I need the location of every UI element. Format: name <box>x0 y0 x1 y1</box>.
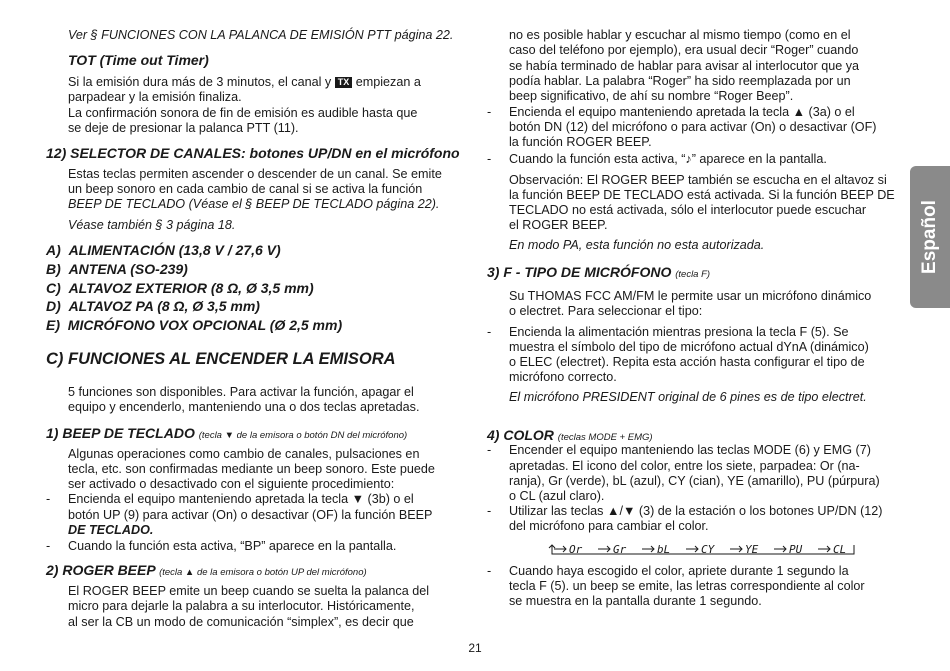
text-line: DE TECLADO. <box>68 523 154 537</box>
text-line: BEEP DE TECLADO (Véase el § BEEP DE TECLADO página 22). <box>68 197 440 211</box>
text-line: caso del teléfono por ejemplo), era usual decir “Roger” cuando <box>509 43 859 57</box>
beep-note: (tecla ▼ de la emisora o botón DN del micrófono) <box>198 430 408 441</box>
text-line: Encender el equipo manteniendo las teclas MODE (6) y EMG (7) <box>509 443 871 457</box>
sequence-arrow-icon <box>642 546 654 552</box>
sequence-arrow-icon <box>818 546 830 552</box>
beep-heading: 1) BEEP DE TECLADO (tecla ▼ de la emisora o botón DN del micrófono) <box>46 425 408 441</box>
text-line: del micrófono para cambiar el color. <box>509 519 709 533</box>
sequence-arrow-icon <box>774 546 786 552</box>
text-line: Encienda el equipo manteniendo apretada la tecla ▼ (3b) o el <box>68 492 414 506</box>
text-line: apretadas. El icono del color, entre los siete, parpadea: Or (na- <box>509 459 860 473</box>
language-tab-label: Español <box>919 200 940 274</box>
bullet-dash: - <box>487 504 492 518</box>
text-line: Si la emisión dura más de 3 minutos, el canal y TX empiezan a <box>68 75 421 89</box>
color-note: (teclas MODE + EMG) <box>557 432 653 443</box>
text-line: no es posible hablar y escuchar al mismo tiempo (como en el <box>509 28 851 42</box>
mic-type-heading: 3) F - TIPO DE MICRÓFONO (tecla F) <box>487 264 711 280</box>
text-line: o ELEC (electret). Repita esta acción hasta configurar el tipo de <box>509 355 865 369</box>
text-line: un beep sonoro en cada cambio de canal si se activa la función <box>68 182 423 196</box>
list-item: B) ANTENA (SO-239) <box>46 261 188 277</box>
bullet-dash: - <box>487 325 492 339</box>
text-line: Cuando haya escogido el color, apriete durante 1 segundo la <box>509 564 849 578</box>
sequence-arrow-icon <box>598 546 610 552</box>
sequence-arrow-icon <box>730 546 742 552</box>
sequence-color-label: PU <box>789 543 803 556</box>
text-line: parpadear y la emisión finaliza. <box>68 90 242 104</box>
sequence-color-label: CL <box>833 543 847 556</box>
text-line: la función ROGER BEEP. <box>509 135 652 149</box>
sequence-color-label: CY <box>701 543 715 556</box>
section-c-heading: C) FUNCIONES AL ENCENDER LA EMISORA <box>46 350 396 368</box>
text-line: o electret. Para seleccionar el tipo: <box>509 304 703 318</box>
text-line: Encienda el equipo manteniendo apretada la tecla ▲ (3a) o el <box>509 105 855 119</box>
text-line: La confirmación sonora de fin de emisión es audible hasta que <box>68 106 418 120</box>
text-line: se había terminado de hablar para avisar al interlocutor que ya <box>509 59 860 73</box>
bullet-dash: - <box>46 539 51 553</box>
text-line: Cuando la función esta activa, “♪” aparece en la pantalla. <box>509 152 827 166</box>
text-line: tecla F (5). un beep se emite, las letras correspondiente al color <box>509 579 865 593</box>
mic-type-note: (tecla F) <box>675 269 711 280</box>
text-line: beep significativo, de ahí su nombre “Roger Beep”. <box>509 89 794 103</box>
text-line: botón DN (12) del micrófono o para activar (On) o desactivar (OF) <box>509 120 877 134</box>
text-line: al ser la CB un modo de comunicación “simplex”, es decir que <box>68 615 414 629</box>
sequence-arrow-icon <box>686 546 698 552</box>
tx-badge: TX <box>335 77 353 88</box>
observation-line: el ROGER BEEP. <box>509 218 608 232</box>
text-line: El ROGER BEEP emite un beep cuando se suelta la palanca del <box>68 584 430 598</box>
text-line: podía hablar. La palabra “Roger” ha sido reemplazada por un <box>509 74 851 88</box>
text-line: Algunas operaciones como cambio de canales, pulsaciones en <box>68 447 420 461</box>
ref-line: Ver § FUNCIONES CON LA PALANCA DE EMISIÓN PTT página 22. <box>68 28 454 42</box>
sequence-color-label: bL <box>657 543 671 556</box>
text-line: botón UP (9) para activar (On) o desactivar (OF) la función BEEP <box>68 508 433 522</box>
text-line: se muestra en la pantalla durante 1 segundo. <box>509 594 762 608</box>
text-line: micrófono correcto. <box>509 370 617 384</box>
list-item: E) MICRÓFONO VOX OPCIONAL (Ø 2,5 mm) <box>46 317 343 333</box>
sequence-arrow-icon <box>554 546 566 552</box>
text-line: Véase también § 3 página 18. <box>68 218 236 232</box>
page-number: 21 <box>468 641 482 655</box>
bullet-dash: - <box>487 105 492 119</box>
section-12-heading: 12) SELECTOR DE CANALES: botones UP/DN en el micrófono <box>46 145 460 161</box>
text-line: micro para dejarle la palabra a su interlocutor. Históricamente, <box>68 599 415 613</box>
text-line: El micrófono PRESIDENT original de 6 pines es de tipo electret. <box>509 390 867 404</box>
text-line: se deje de presionar la palanca PTT (11). <box>68 121 299 135</box>
list-item: D) ALTAVOZ PA (8 Ω, Ø 3,5 mm) <box>46 298 260 314</box>
bullet-dash: - <box>46 492 51 506</box>
list-item: A) ALIMENTACIÓN (13,8 V / 27,6 V) <box>46 242 281 258</box>
text-line: equipo y encenderlo, manteniendo una o dos teclas apretadas. <box>68 400 420 414</box>
bullet-dash: - <box>487 152 492 166</box>
observation-line: TECLADO no está activada, sólo el interlocutor puede escuchar <box>509 203 867 217</box>
bullet-dash: - <box>487 564 492 578</box>
text-line: Utilizar las teclas ▲/▼ (3) de la estación o los botones UP/DN (12) <box>509 504 883 518</box>
text-line: muestra el símbolo del tipo de micrófono actual dYnA (dinámico) <box>509 340 869 354</box>
text-line: ranja), Gr (verde), bL (azul), CY (cian), YE (amarillo), PU (púrpura) <box>509 474 880 488</box>
sequence-color-label: YE <box>745 543 759 556</box>
language-tab <box>910 166 950 308</box>
text-line: ser activado o desactivado con el siguiente procedimiento: <box>68 477 395 491</box>
text-line: tecla, etc. son confirmadas mediante un beep sonoro. Este puede <box>68 462 435 476</box>
text-line: Su THOMAS FCC AM/FM le permite usar un micrófono dinámico <box>509 289 872 303</box>
list-item: C) ALTAVOZ EXTERIOR (8 Ω, Ø 3,5 mm) <box>46 280 314 296</box>
roger-heading: 2) ROGER BEEP (tecla ▲ de la emisora o botón UP del micrófono) <box>46 562 367 578</box>
sequence-color-label: Or <box>569 543 583 556</box>
color-sequence-diagram <box>548 541 860 557</box>
text-line: Encienda la alimentación mientras presiona la tecla F (5). Se <box>509 325 849 339</box>
roger-note: (tecla ▲ de la emisora o botón UP del micrófono) <box>159 567 367 578</box>
observation-line: Observación: El ROGER BEEP también se escucha en el altavoz si <box>509 173 887 187</box>
text-line: 5 funciones son disponibles. Para activar la función, apagar el <box>68 385 414 399</box>
observation-line: la función BEEP DE TECLADO está activada. Si la función BEEP DE <box>509 188 895 202</box>
sequence-color-label: Gr <box>613 543 627 556</box>
tot-heading: TOT (Time out Timer) <box>68 52 209 68</box>
bullet-dash: - <box>487 443 492 457</box>
color-heading: 4) COLOR (teclas MODE + EMG) <box>487 427 653 443</box>
text-line: En modo PA, esta función no esta autorizada. <box>509 238 765 252</box>
text-line: Estas teclas permiten ascender o descender de un canal. Se emite <box>68 167 442 181</box>
text-line: o CL (azul claro). <box>509 489 605 503</box>
text-line: Cuando la función esta activa, “BP” aparece en la pantalla. <box>68 539 397 553</box>
